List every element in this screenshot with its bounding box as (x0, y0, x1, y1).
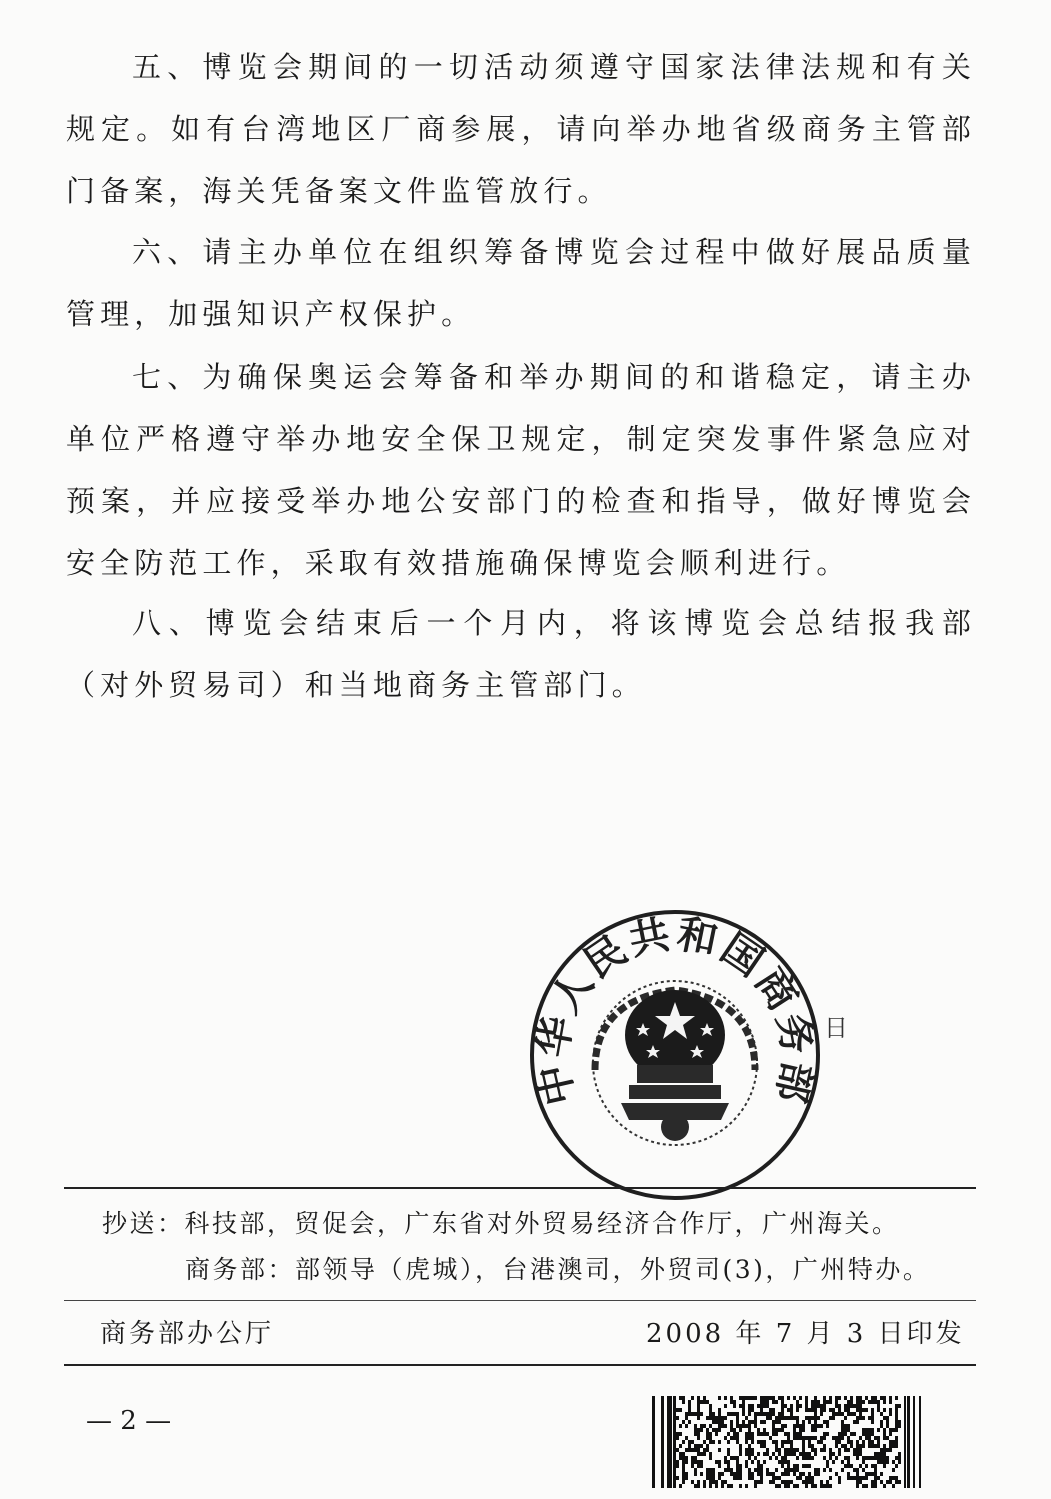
page-number: — 2 — (86, 1406, 172, 1436)
cc-bottom-rule (64, 1300, 976, 1301)
svg-text:中华人民共和国商务部: 中华人民共和国商务部 (528, 910, 822, 1110)
paragraph-eight: 八、博览会结束后一个月内，将该博览会总结报我部（对外贸易司）和当地商务主管部门。 (66, 606, 976, 702)
issuing-office: 商务部办公厅 (100, 1319, 275, 1349)
issue-date: 2008 年 7 月 3 日印发 (646, 1319, 965, 1349)
cc-line-1: 抄送：科技部，贸促会，广东省对外贸易经济合作厅，广州海关。 (102, 1209, 900, 1238)
paragraph-five: 五、博览会期间的一切活动须遵守国家法律法规和有关规定。如有台湾地区厂商参展，请向举办地省级商务主管部门备案，海关凭备案文件监管放行。 (66, 50, 976, 208)
official-seal-icon (525, 905, 825, 1205)
barcode-icon (652, 1396, 922, 1488)
cc-line-2: 商务部：部领导（虎城），台港澳司，外贸司(3)，广州特办。 (185, 1255, 931, 1284)
paragraph-six: 六、请主办单位在组织筹备博览会过程中做好展品质量管理，加强知识产权保护。 (66, 235, 976, 331)
date-char-fragment: 日 (824, 1014, 848, 1042)
cc-top-rule (64, 1187, 976, 1189)
paragraph-seven: 七、为确保奥运会筹备和举办期间的和谐稳定，请主办单位严格遵守举办地安全保卫规定，制定突发事件紧急应对预案，并应接受举办地公安部门的检查和指导，做好博览会安全防范工作，采取有效措施确保博览会顺利进行。 (66, 360, 976, 580)
footer-bottom-rule (64, 1364, 976, 1366)
